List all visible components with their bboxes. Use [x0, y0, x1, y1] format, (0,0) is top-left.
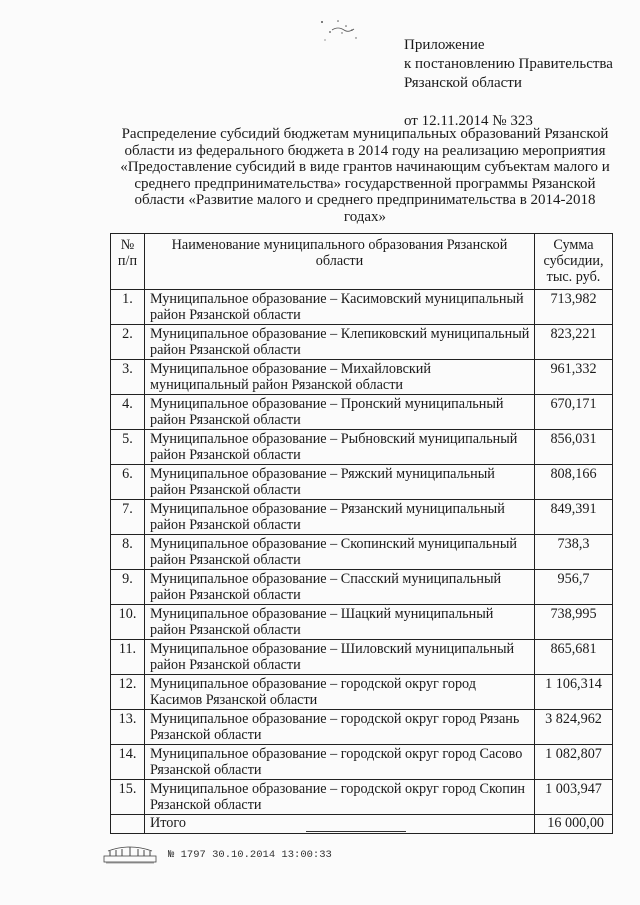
row-name: Муниципальное образование – Михайловский муниципальный район Рязанской области	[145, 360, 535, 395]
row-name: Муниципальное образование – Рыбновский муниципальный район Рязанской области	[145, 430, 535, 465]
row-sum: 713,982	[535, 290, 613, 325]
row-sum: 849,391	[535, 500, 613, 535]
signature-line	[306, 831, 406, 832]
appendix-line-2: к постановлению Правительства	[404, 56, 613, 72]
row-sum: 823,221	[535, 325, 613, 360]
row-number: 11.	[111, 640, 145, 675]
row-number: 9.	[111, 570, 145, 605]
table-row	[111, 780, 613, 815]
row-name: Муниципальное образование – городской округ город Касимов Рязанской области	[145, 675, 535, 710]
header-name: Наименование муниципального образования Рязанской области	[145, 234, 535, 290]
row-name: Муниципальное образование – Скопинский муниципальный район Рязанской области	[145, 535, 535, 570]
row-number: 1.	[111, 290, 145, 325]
row-name: Муниципальное образование – Клепиковский муниципальный район Рязанской области	[145, 325, 535, 360]
row-sum: 865,681	[535, 640, 613, 675]
appendix-header	[404, 36, 613, 131]
total-empty-cell	[111, 815, 145, 834]
row-name: Муниципальное образование – Рязанский муниципальный район Рязанской области	[145, 500, 535, 535]
row-sum: 1 106,314	[535, 675, 613, 710]
row-number: 13.	[111, 710, 145, 745]
emblem-icon	[100, 845, 160, 865]
stamp-marks	[316, 18, 366, 44]
table-row	[111, 465, 613, 500]
table-row	[111, 710, 613, 745]
table-row	[111, 605, 613, 640]
table-row	[111, 500, 613, 535]
table-row	[111, 325, 613, 360]
row-number: 10.	[111, 605, 145, 640]
row-number: 2.	[111, 325, 145, 360]
row-name: Муниципальное образование – Пронский муниципальный район Рязанской области	[145, 395, 535, 430]
table-row	[111, 745, 613, 780]
row-number: 14.	[111, 745, 145, 780]
row-name: Муниципальное образование – Ряжский муниципальный район Рязанской области	[145, 465, 535, 500]
row-sum: 738,995	[535, 605, 613, 640]
row-sum: 1 082,807	[535, 745, 613, 780]
row-sum: 956,7	[535, 570, 613, 605]
table-row	[111, 395, 613, 430]
table-row	[111, 675, 613, 710]
row-number: 15.	[111, 780, 145, 815]
table-row	[111, 535, 613, 570]
row-sum: 670,171	[535, 395, 613, 430]
row-number: 5.	[111, 430, 145, 465]
row-name: Муниципальное образование – городской округ город Рязань Рязанской области	[145, 710, 535, 745]
table-row	[111, 640, 613, 675]
table-row	[111, 570, 613, 605]
table-row	[111, 430, 613, 465]
row-sum: 3 824,962	[535, 710, 613, 745]
header-number: № п/п	[111, 234, 145, 290]
row-sum: 961,332	[535, 360, 613, 395]
row-number: 4.	[111, 395, 145, 430]
appendix-line-3: Рязанской области	[404, 75, 522, 91]
total-sum: 16 000,00	[535, 815, 613, 834]
row-name: Муниципальное образование – Касимовский муниципальный район Рязанской области	[145, 290, 535, 325]
row-number: 8.	[111, 535, 145, 570]
row-number: 7.	[111, 500, 145, 535]
row-number: 6.	[111, 465, 145, 500]
row-sum: 856,031	[535, 430, 613, 465]
row-sum: 738,3	[535, 535, 613, 570]
row-name: Муниципальное образование – Шацкий муниципальный район Рязанской области	[145, 605, 535, 640]
row-sum: 1 003,947	[535, 780, 613, 815]
subsidy-table	[110, 233, 613, 834]
decree-date: от 12.11.2014 № 323	[404, 113, 533, 129]
table-header-row	[111, 234, 613, 290]
table-row	[111, 360, 613, 395]
document-registration-info: № 1797 30.10.2014 13:00:33	[168, 849, 332, 861]
row-name: Муниципальное образование – городской округ город Скопин Рязанской области	[145, 780, 535, 815]
row-name: Муниципальное образование – Шиловский муниципальный район Рязанской области	[145, 640, 535, 675]
document-title: Распределение субсидий бюджетам муниципальных образований Рязанской области из федерального бюджета в 2014 году на реализацию мероприятия «Предоставление субсидий в виде грантов начинающим субъектам малого и среднего предпринимательства» государственной программы Рязанской области «Развитие малого и среднего предпринимательства в 2014-2018 годах»	[120, 126, 610, 225]
row-number: 12.	[111, 675, 145, 710]
row-sum: 808,166	[535, 465, 613, 500]
header-sum: Сумма субсидии, тыс. руб.	[535, 234, 613, 290]
table-row	[111, 290, 613, 325]
row-number: 3.	[111, 360, 145, 395]
row-name: Муниципальное образование – городской округ город Сасово Рязанской области	[145, 745, 535, 780]
row-name: Муниципальное образование – Спасский муниципальный район Рязанской области	[145, 570, 535, 605]
total-label: Итого	[145, 815, 535, 834]
appendix-line-1: Приложение	[404, 37, 485, 53]
